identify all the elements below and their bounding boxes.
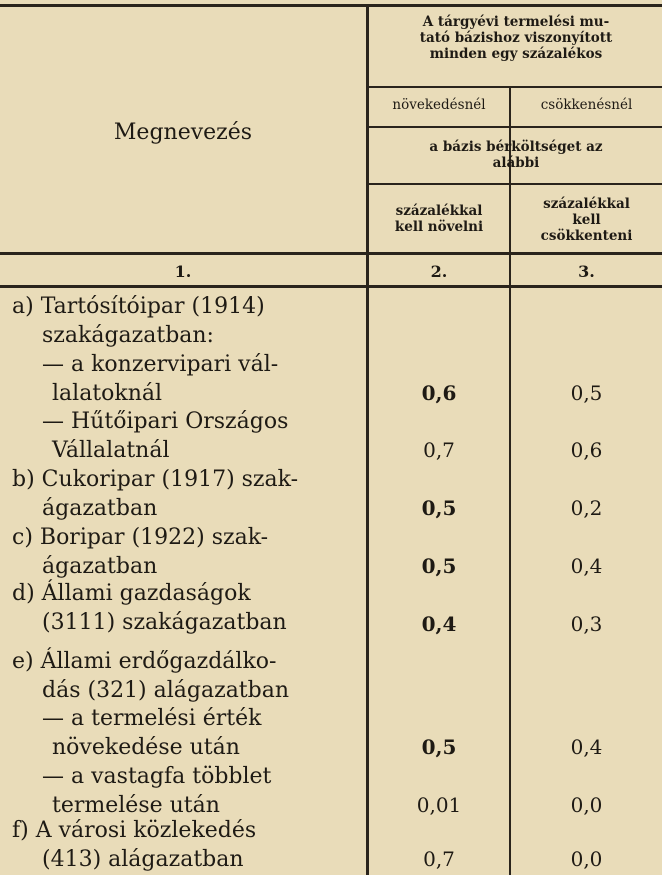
group-title-line-3: minden egy százalékos xyxy=(429,46,603,62)
col2-desc-line-2: kell növelni xyxy=(394,219,484,235)
name-column-header: Megnevezés xyxy=(113,120,253,145)
group-title-line-2: tató bázishoz viszonyított xyxy=(419,30,613,46)
col3-desc-line-1: százalékkal xyxy=(543,196,630,212)
table-cell-col2: 0,6 xyxy=(421,381,457,405)
group-title-line-1: A tárgyévi termelési mu- xyxy=(422,14,610,30)
col-number-1: 1. xyxy=(174,262,192,281)
table-cell-col3: 0,3 xyxy=(570,612,603,636)
col2-description xyxy=(369,203,509,235)
table-row-label: c) Boripar (1922) szak- ágazatban xyxy=(12,525,269,579)
table-cell-col3: 0,2 xyxy=(570,496,603,520)
basis-text-line-2: alábbi xyxy=(492,155,540,171)
table-cell-col2: 0,5 xyxy=(421,554,457,578)
table-row-label: e) Állami erdőgazdálko- dás (321) alágazatban xyxy=(12,649,290,703)
col-number-2: 2. xyxy=(430,262,448,281)
table-cell-col3: 0,0 xyxy=(570,847,603,871)
table-row-label: b) Cukoripar (1917) szak- ágazatban xyxy=(12,467,299,521)
header-rule-3 xyxy=(366,183,662,185)
header-rule-2 xyxy=(366,126,662,128)
table-cell-col2: 0,4 xyxy=(421,612,457,636)
table-row-label: a) Tartósítóipar (1914) szakágazatban: xyxy=(12,294,265,348)
col3-description xyxy=(511,196,662,244)
top-border xyxy=(0,4,662,7)
basis-text xyxy=(370,139,662,171)
header-bottom-rule xyxy=(0,252,662,255)
table-row-label: — Hűtőipari Országos Vállalatnál xyxy=(42,409,289,463)
table-row-label: — a konzervipari vál- lalatoknál xyxy=(42,352,279,406)
table-row-label: — a vastagfa többlet termelése után xyxy=(42,764,272,818)
table-cell-col2: 0,5 xyxy=(421,735,457,759)
table-cell-col3: 0,5 xyxy=(570,381,603,405)
table-cell-col2: 0,01 xyxy=(416,793,462,817)
col-number-3: 3. xyxy=(578,262,595,281)
colnum-rule xyxy=(0,285,662,288)
group-title xyxy=(370,14,662,62)
col3-desc-line-3: csökkenteni xyxy=(540,228,633,244)
sub-header-decrease: csökkenésnél xyxy=(540,97,633,113)
table-cell-col3: 0,0 xyxy=(570,793,603,817)
table-cell-col2: 0,5 xyxy=(421,496,457,520)
table-cell-col3: 0,4 xyxy=(570,735,603,759)
table-cell-col2: 0,7 xyxy=(423,847,455,871)
header-rule-1 xyxy=(366,86,662,88)
sub-header-increase: növekedésnél xyxy=(392,97,486,113)
col2-desc-line-1: százalékkal xyxy=(395,203,483,219)
table-row-label: — a termelési érték növekedése után xyxy=(42,706,262,760)
table-row-label: f) A városi közlekedés (413) alágazatban xyxy=(12,818,257,872)
col3-desc-line-2: kell xyxy=(572,212,601,228)
table-cell-col3: 0,4 xyxy=(570,554,603,578)
table-row-label: d) Állami gazdaságok (3111) szakágazatban xyxy=(12,581,287,635)
table-cell-col3: 0,6 xyxy=(570,438,603,462)
basis-text-line-1: a bázis bérköltséget az xyxy=(429,139,603,155)
table-cell-col2: 0,7 xyxy=(423,438,455,462)
